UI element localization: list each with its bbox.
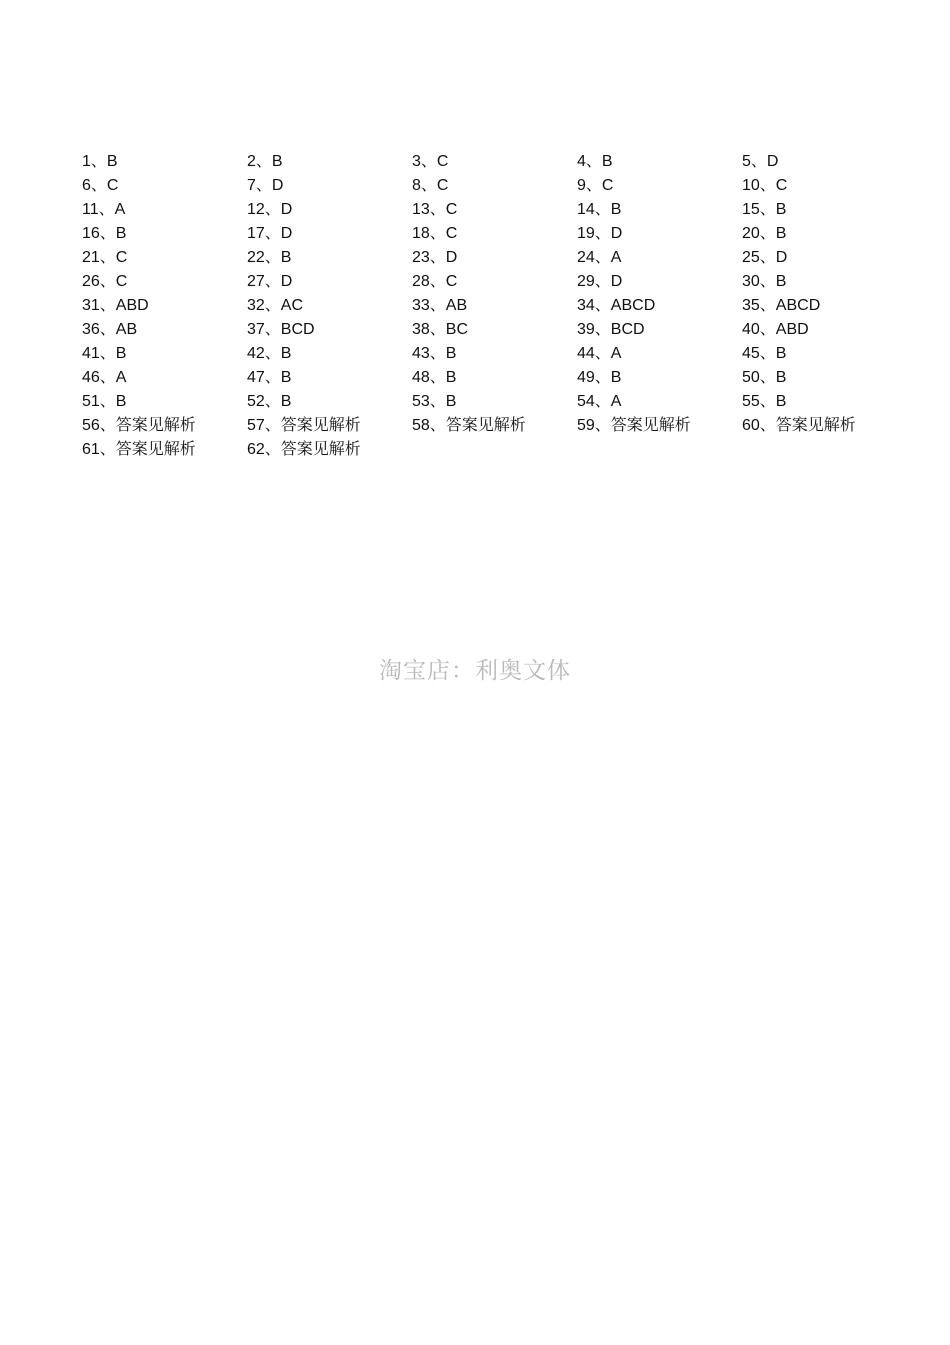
answer-item: 55、B: [742, 393, 787, 410]
answer-item: 2、B: [247, 153, 283, 170]
answer-item: 32、AC: [247, 297, 304, 314]
answer-item: 59、答案见解析: [577, 417, 691, 434]
answer-item: 30、B: [742, 273, 787, 290]
answer-item: 18、C: [412, 225, 458, 242]
answer-key-grid: [82, 150, 912, 462]
answer-item: 33、AB: [412, 297, 468, 314]
answer-item: 54、A: [577, 393, 622, 410]
answer-item: 57、答案见解析: [247, 417, 361, 434]
answer-item: 48、B: [412, 369, 457, 386]
answer-item: 51、B: [82, 393, 127, 410]
answer-item: 38、BC: [412, 321, 469, 338]
answer-item: 7、D: [247, 177, 284, 194]
answer-item: 5、D: [742, 153, 779, 170]
answer-item: 17、D: [247, 225, 293, 242]
answer-item: 52、B: [247, 393, 292, 410]
answer-item: 47、B: [247, 369, 292, 386]
answer-item: 29、D: [577, 273, 623, 290]
answer-item: 20、B: [742, 225, 787, 242]
answer-item: 25、D: [742, 249, 788, 266]
answer-item: 60、答案见解析: [742, 417, 856, 434]
answer-item: 15、B: [742, 201, 787, 218]
answer-item: 50、B: [742, 369, 787, 386]
answer-item: 56、答案见解析: [82, 417, 196, 434]
answer-item: 45、B: [742, 345, 787, 362]
answer-item: 42、B: [247, 345, 292, 362]
answer-item: 27、D: [247, 273, 293, 290]
answer-item: 9、C: [577, 177, 614, 194]
answer-item: 37、BCD: [247, 321, 315, 338]
answer-item: 34、ABCD: [577, 297, 656, 314]
answer-item: 40、ABD: [742, 321, 809, 338]
answer-item: 10、C: [742, 177, 788, 194]
answer-item: 62、答案见解析: [247, 441, 361, 458]
answer-item: 31、ABD: [82, 297, 149, 314]
answer-item: 8、C: [412, 177, 449, 194]
answer-item: 19、D: [577, 225, 623, 242]
answer-item: 49、B: [577, 369, 622, 386]
answer-item: 61、答案见解析: [82, 441, 196, 458]
answer-item: 26、C: [82, 273, 128, 290]
answer-item: 43、B: [412, 345, 457, 362]
answer-item: 41、B: [82, 345, 127, 362]
answer-item: 21、C: [82, 249, 128, 266]
answer-item: 46、A: [82, 369, 127, 386]
answer-item: 16、B: [82, 225, 127, 242]
answer-item: 4、B: [577, 153, 613, 170]
watermark: 淘宝店：利奥文体: [379, 658, 571, 684]
answer-item: 3、C: [412, 153, 449, 170]
answer-item: 28、C: [412, 273, 458, 290]
answer-item: 12、D: [247, 201, 293, 218]
answer-item: 1、B: [82, 153, 118, 170]
answer-item: 13、C: [412, 201, 458, 218]
answer-item: 14、B: [577, 201, 622, 218]
answer-item: 23、D: [412, 249, 458, 266]
answer-item: 36、AB: [82, 321, 138, 338]
answer-item: 35、ABCD: [742, 297, 821, 314]
answer-item: 22、B: [247, 249, 292, 266]
answer-item: 24、A: [577, 249, 622, 266]
answer-item: 39、BCD: [577, 321, 645, 338]
answer-item: 53、B: [412, 393, 457, 410]
answer-item: 11、A: [82, 201, 126, 218]
answer-item: 44、A: [577, 345, 622, 362]
answer-item: 58、答案见解析: [412, 417, 526, 434]
answer-item: 6、C: [82, 177, 119, 194]
